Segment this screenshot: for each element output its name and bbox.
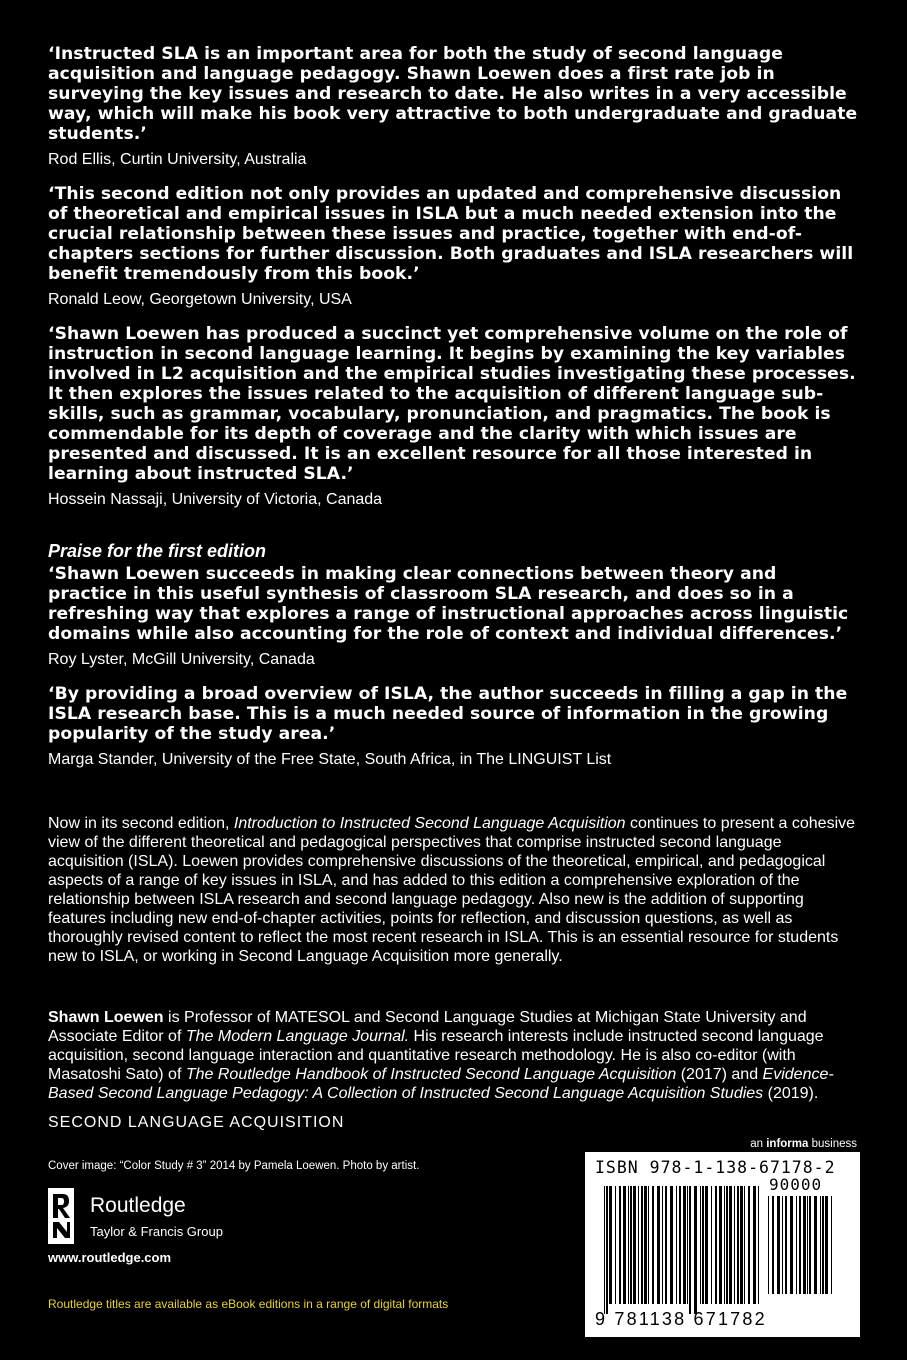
ebook-note: Routledge titles are available as eBook editions in a range of digital formats	[48, 1297, 449, 1311]
barcode-bar	[644, 1186, 647, 1304]
review-quote: ‘By providing a broad overview of ISLA, the author succeeds in filling a gap in the ISLA research base. This is a much needed source of information in the growing popularity of the study area.’	[48, 684, 848, 744]
barcode-bar	[662, 1186, 663, 1304]
barcode-bar	[719, 1186, 722, 1304]
barcode-bar	[822, 1196, 824, 1294]
barcode-bar	[606, 1186, 608, 1314]
journal-title: The Modern Language Journal.	[185, 1028, 410, 1045]
publisher-website[interactable]: www.routledge.com	[48, 1250, 172, 1265]
barcode-bar	[687, 1186, 688, 1304]
addon-barcode-icon	[768, 1196, 840, 1304]
barcode-bar	[689, 1186, 691, 1314]
barcode-bar	[715, 1186, 717, 1304]
barcode-bar	[724, 1186, 725, 1304]
review-quote: ‘Instructed SLA is an important area for both the study of second language acquisition and language pedagogy. Shawn Loewen does a first rate job in surveying the key issues and research to date. He also writes in a very accessible way, which will make his book very attractive to both undergraduate and graduate students.’	[48, 44, 858, 144]
barcode-bar	[809, 1196, 811, 1294]
barcode-bar	[820, 1196, 821, 1294]
review-quote: ‘This second edition not only provides an updated and comprehensive discussion of theoretical and empirical issues in ISLA but a much needed extension into the crucial relationship between these issues and practice, together with end-of-chapters sections for further discussion. Both graduates and ISLA researchers will benefit tremendously from this book.’	[48, 184, 854, 284]
barcode-bar	[768, 1196, 769, 1294]
barcode-bar	[777, 1196, 780, 1294]
barcode-bar	[748, 1186, 750, 1304]
barcode-bar	[679, 1186, 681, 1304]
barcode-bar	[665, 1186, 667, 1304]
subject-category: SECOND LANGUAGE ACQUISITION	[48, 1114, 345, 1131]
barcode-bar	[734, 1186, 735, 1304]
barcode-bar	[630, 1186, 632, 1304]
author-name: Shawn Loewen	[48, 1009, 164, 1026]
first-edition-heading: Praise for the first edition	[48, 541, 267, 561]
publisher-logo	[48, 1188, 288, 1248]
pedagogy-title: Evidence-Based Second Language Pedagogy: A Collection of Instructed Second Language Acquisition Studies	[48, 1066, 834, 1102]
review-attribution: Hossein Nassaji, University of Victoria, Canada	[48, 491, 383, 508]
barcode-bar	[799, 1196, 801, 1294]
barcode-bar	[676, 1186, 677, 1304]
barcode-bar	[604, 1186, 605, 1314]
isbn-barcode	[585, 1152, 860, 1337]
barcode-bar	[683, 1186, 686, 1304]
informa-tagline: an informa business	[750, 1138, 857, 1150]
publisher-group: Taylor & Francis Group	[90, 1224, 223, 1239]
back-cover-content	[48, 44, 860, 1103]
isbn-label: ISBN 978-1-138-67178-2	[595, 1158, 836, 1177]
review-attribution: Marga Stander, University of the Free State, South Africa, in The LINGUIST List	[48, 751, 612, 768]
barcode-bar	[648, 1186, 649, 1304]
barcode-bar	[796, 1196, 797, 1294]
barcode-bar	[711, 1186, 712, 1304]
author-bio: Shawn Loewen is Professor of MATESOL and Second Language Studies at Michigan State University and Associate Editor of The Modern Language Journal. His research interests include instructed second language acquisition, second language interaction and quantitative research methodology. He is also co-editor (with Masatoshi Sato) of The Routledge Handbook of Instructed Second Language Acquisition (2017) and Evidence-Based Second Language Pedagogy: A Collection of Instructed Second Language Acquisition Studies (2019).	[48, 1009, 834, 1102]
review-attribution: Roy Lyster, McGill University, Canada	[48, 651, 315, 668]
routledge-logo-icon	[48, 1188, 76, 1244]
publisher-name: Routledge	[90, 1194, 186, 1217]
barcode-bar	[638, 1186, 639, 1304]
barcode-bar	[772, 1196, 774, 1294]
review-quote: ‘Shawn Loewen succeeds in making clear connections between theory and practice in this useful synthesis of classroom SLA research, and does so in a refreshing way that explores a range of instructional approaches across linguistic domains while also accounting for the role of context and individual differences.’	[48, 564, 849, 644]
barcode-bar	[623, 1186, 626, 1304]
barcode-bar	[744, 1186, 745, 1304]
barcode-bar	[729, 1186, 732, 1304]
barcode-bar	[753, 1186, 756, 1304]
barcode-bar	[609, 1186, 612, 1304]
barcode-bar	[785, 1196, 787, 1294]
barcode-bar	[803, 1196, 806, 1294]
barcode-bar	[652, 1186, 654, 1304]
review-attribution: Ronald Leow, Georgetown University, USA	[48, 291, 352, 308]
barcode-digits: 9 781138 671782	[595, 1309, 767, 1329]
barcode-bar	[825, 1196, 828, 1294]
ean13-barcode-icon	[604, 1186, 764, 1314]
barcode-bar	[737, 1186, 739, 1304]
barcode-bar	[702, 1186, 704, 1304]
barcode-bar	[790, 1196, 793, 1294]
barcode-bar	[694, 1186, 697, 1314]
book-title: Introduction to Instructed Second Language Acquisition	[233, 815, 626, 832]
price-addon-code: 90000	[769, 1175, 823, 1194]
cover-credit: Cover image: “Color Study # 3” 2014 by Pamela Loewen. Photo by artist.	[48, 1160, 420, 1172]
barcode-bar	[700, 1186, 701, 1304]
barcode-bar	[807, 1196, 808, 1294]
handbook-title: The Routledge Handbook of Instructed Second Language Acquisition	[185, 1066, 677, 1083]
barcode-bar	[740, 1186, 743, 1304]
barcode-bar	[831, 1196, 832, 1294]
barcode-bar	[628, 1186, 629, 1304]
barcode-bar	[705, 1186, 708, 1304]
review-quote: ‘Shawn Loewen has produced a succinct yet comprehensive volume on the role of instruction in second language learning. It begins by examining the key variables involved in L2 acquisition and the empirical studies investigating these processes. It then explores the issues related to the acquisition of different language sub-skills, such as grammar, vocabulary, pronunciation, and pragmatics. The book is commendable for its depth of coverage and the clarity with which issues are presented and discussed. It is an excellent resource for all those interested in learning about instructed SLA.’	[48, 324, 856, 484]
barcode-bar	[670, 1186, 673, 1304]
barcode-bar	[726, 1186, 728, 1304]
review-attribution: Rod Ellis, Curtin University, Australia	[48, 151, 307, 168]
book-description: Now in its second edition, Introduction to Instructed Second Language Acquisition continues to present a cohesive view of the different theoretical and pedagogical perspectives that comprise instructed second language acquisition (ISLA). Loewen provides comprehensive discussions of the theoretical, empirical, and pedagogical aspects of a range of key issues in ISLA, and has added to this edition a comprehensive exploration of the relationship between ISLA research and second language pedagogy. Also new is the addition of supporting features including new end-of-chapter activities, points for reflection, and discussion questions, as well as thoroughly revised content to reflect the most recent research in ISLA. This is an essential resource for students new to ISLA, or working in Second Language Acquisition more generally.	[48, 815, 856, 965]
barcode-bar	[641, 1186, 643, 1304]
barcode-bar	[657, 1186, 660, 1304]
barcode-bar	[619, 1186, 621, 1304]
barcode-bar	[814, 1196, 817, 1294]
barcode-bar	[615, 1186, 616, 1304]
barcode-bar	[633, 1186, 636, 1304]
barcode-bar	[782, 1196, 783, 1294]
barcode-bar	[758, 1186, 759, 1304]
